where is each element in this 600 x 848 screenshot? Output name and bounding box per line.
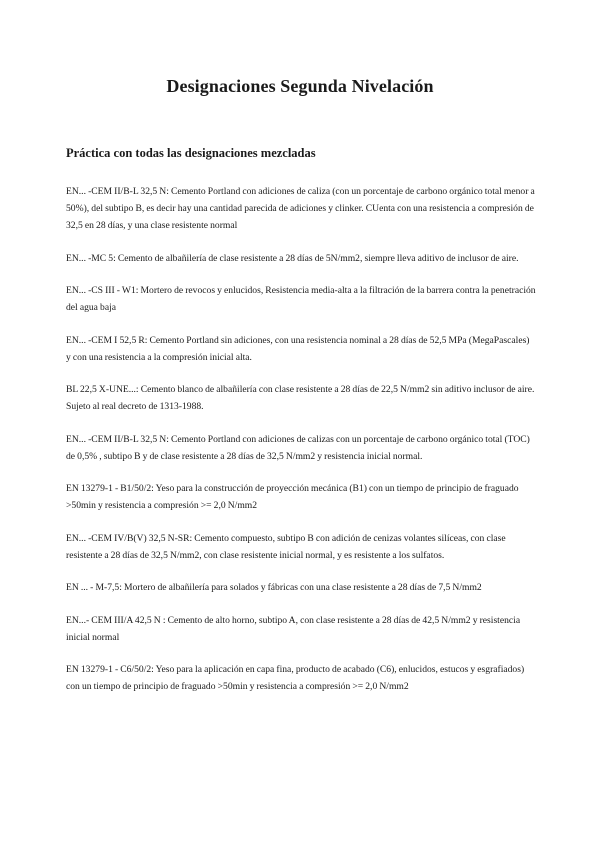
designation-entry: EN...- CEM III/A 42,5 N : Cemento de alto horno, subtipo A, con clase resistente a 28 días de 42,5 N/mm2 y resistencia inicial normal	[66, 614, 521, 643]
designation-entry: BL 22,5 X-UNE...: Cemento blanco de albañilería con clase resistente a 28 días de 22,5 N/mm2 sin aditivo inclusor de aire. Sujeto al real decreto de 1313-1988.	[66, 384, 535, 412]
designation-entry: EN 13279-1 - B1/50/2: Yeso para la construcción de proyección mecánica (B1) con un tiempo de principio de fraguado >50min y resistencia a compresión >= 2,0 N/mm2	[66, 483, 519, 511]
designation-entry: EN... -CS III - W1: Mortero de revocos y enlucidos, Resistencia media-alta a la filtración de la barrera contra la penetración del agua baja	[66, 285, 536, 313]
designation-entry: EN... -MC 5: Cemento de albañilería de clase resistente a 28 días de 5N/mm2, siempre lleva aditivo de inclusor de aire.	[66, 252, 519, 264]
designation-entry: EN... -CEM II/B-L 32,5 N: Cemento Portland con adiciones de calizas con un porcentaje de carbono orgánico total (TOC) de 0,5% , subtipo B y de clase resistente a 28 días de 32,5 N/mm2 y resistencia inicial normal.	[66, 433, 530, 462]
page-title: Designaciones Segunda Nivelación	[166, 76, 434, 96]
designation-entry: EN 13279-1 - C6/50/2: Yeso para la aplicación en capa fina, producto de acabado (C6), enlucidos, estucos y esgrafiados) con un tiempo de principio de fraguado >50min y resistencia a compresión >= 2,0 N/mm2	[66, 664, 525, 692]
designation-entry: EN... -CEM I 52,5 R: Cemento Portland sin adiciones, con una resistencia nominal a 28 días de 52,5 MPa (MegaPascales) y con una resistencia a la compresión inicial alta.	[66, 334, 530, 363]
designation-list	[66, 183, 536, 711]
section-subtitle: Práctica con todas las designaciones mezcladas	[66, 146, 316, 160]
designation-entry: EN ... - M-7,5: Mortero de albañilería para solados y fábricas con una clase resistente a 28 días de 7,5 N/mm2	[66, 582, 482, 593]
designation-entry: EN... -CEM II/B-L 32,5 N: Cemento Portland con adiciones de caliza (con un porcentaje de carbono orgánico total menor a 50%), del subtipo B, es decir hay una cantidad parecida de adiciones y clinker. CUenta con una resistencia a compresión de 32,5 en 28 días, y una clase resistente normal	[66, 186, 535, 231]
designation-entry: EN... -CEM IV/B(V) 32,5 N-SR: Cemento compuesto, subtipo B con adición de cenizas volantes silíceas, con clase resistente a 28 días de 32,5 N/mm2, con clase resistente inicial normal, y es resistente a los sulfatos.	[66, 532, 506, 561]
